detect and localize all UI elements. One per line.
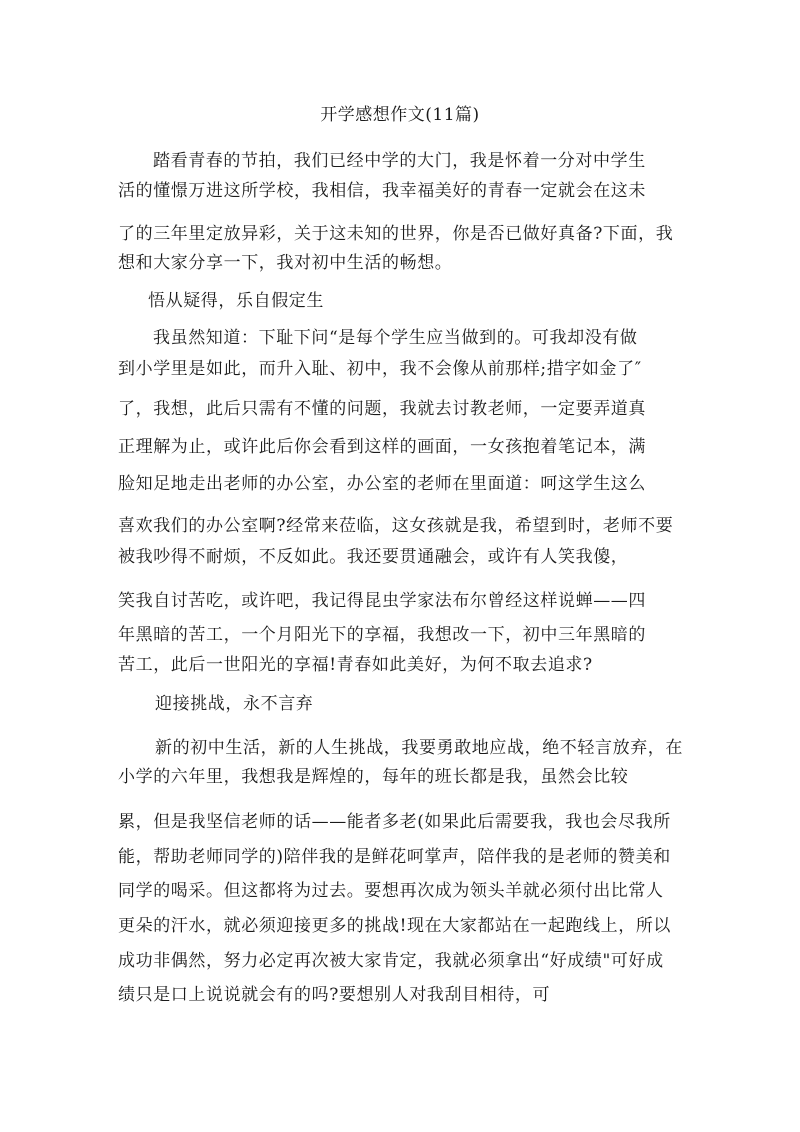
text-line: 新的初中生活，新的人生挑战，我要勇敢地应战，绝不轻言放弃，在: [155, 738, 683, 758]
text-line: 我虽然知道：下耻下问“是每个学生应当做到的。可我却没有做: [153, 328, 638, 348]
text-line: 更朵的汗水，就必须迎接更多的挑战!现在大家都站在一起跑线上，所以: [118, 916, 672, 936]
text-line: 被我吵得不耐烦，不反如此。我还要贯通融会，或许有人笑我傻，: [118, 547, 629, 567]
text-line: 笑我自讨苦吃，或许吧，我记得昆虫学家法布尔曾经这样说蝉——四: [118, 591, 646, 611]
text-line: 正理解为止，或许此后你会看到这样的画面，一女孩抱着笔记本，满: [118, 437, 646, 457]
section-heading: 悟从疑得，乐自假定生: [148, 291, 324, 311]
document-title: 开学感想作文(11篇): [320, 105, 480, 125]
text-line: 踏看青春的节拍，我们已经中学的大门，我是怀着一分对中学生: [153, 151, 646, 171]
text-line: 苦工，此后一世阳光的享福!青春如此美好，为何不取去追求?: [118, 655, 593, 675]
text-line: 绩只是口上说说就会有的吗?要想别人对我刮目相待，可: [118, 985, 551, 1005]
text-line: 累，但是我坚信老师的话——能者多老(如果此后需要我，我也会尽我所: [118, 812, 671, 832]
section-heading: 迎接挑战，永不言弃: [155, 694, 314, 714]
text-line: 活的懂憬万进这所学校，我相信，我幸福美好的青春一定就会在这未: [118, 181, 646, 201]
text-line: 能，帮助老师同学的)陪伴我的是鲜花呵掌声，陪伴我的是老师的赞美和: [118, 847, 671, 867]
text-line: 同学的喝采。但这都将为过去。要想再次成为领头羊就必须付出比常人: [118, 881, 664, 901]
text-line: 喜欢我们的办公室啊?经常来莅临，这女孩就是我，希望到时，老师不要: [118, 516, 674, 536]
text-line: 脸知足地走出老师的办公室，办公室的老师在里面道：呵这学生这么: [118, 474, 646, 494]
text-line: 了的三年里定放异彩，关于这未知的世界，你是否已做好真备?下面，我: [118, 224, 674, 244]
text-line: 成功非偶然，努力必定再次被大家肯定，我就必须拿出“好成绩"可好成: [118, 951, 664, 971]
text-line: 年黑暗的苦工，一个月阳光下的享福，我想改一下，初中三年黑暗的: [118, 625, 646, 645]
text-line: 想和大家分享一下，我对初中生活的畅想。: [118, 253, 453, 273]
text-line: 小学的六年里，我想我是辉煌的，每年的班长都是我，虽然会比较: [118, 767, 629, 787]
text-line: 到小学里是如此，而升入耻、初中，我不会像从前那样;措字如金了″: [118, 359, 642, 379]
text-line: 了，我想，此后只需有不懂的问题，我就去讨教老师，一定要弄道真: [118, 399, 646, 419]
